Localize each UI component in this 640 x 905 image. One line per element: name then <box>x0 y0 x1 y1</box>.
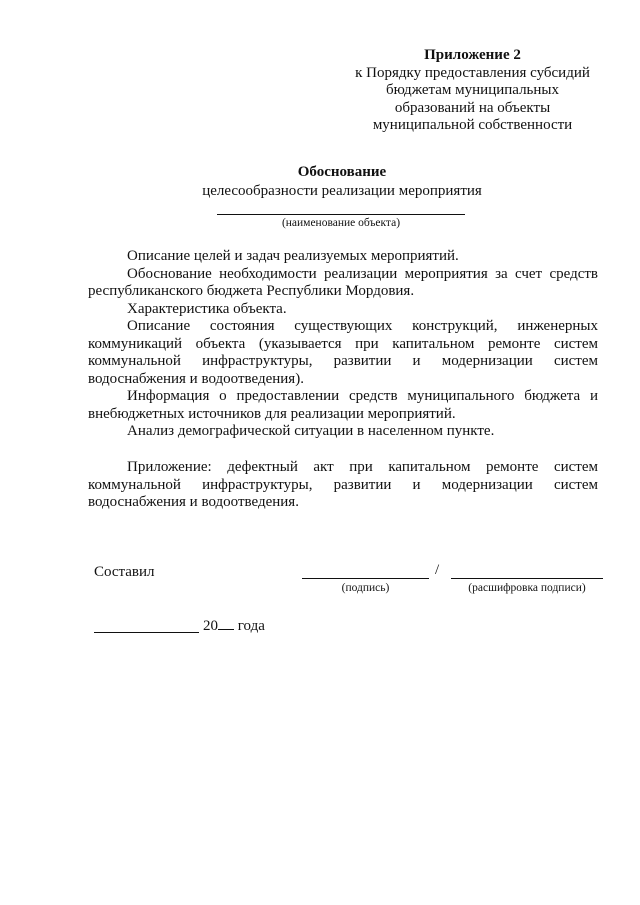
appendix-header <box>340 47 605 135</box>
date-century: 20 <box>203 618 218 634</box>
body-paragraph: Обоснование необходимости реализации мероприятия за счет средств республиканского бюджета Республики Мордовия. <box>88 265 598 299</box>
signature-caption: (подпись) <box>341 582 390 594</box>
attachment-section <box>88 459 598 512</box>
body-paragraph: Характеристика объекта. <box>127 300 287 317</box>
body-paragraph: Информация о предоставлении средств муниципального бюджета и внебюджетных источников для реализации мероприятий. <box>88 388 598 422</box>
object-name-blank-line <box>217 214 465 215</box>
signature-decode-caption: (расшифровка подписи) <box>468 582 586 594</box>
appendix-line: бюджетам муниципальных <box>385 82 560 98</box>
document-body <box>88 248 598 441</box>
appendix-title: Приложение 2 <box>424 47 521 63</box>
body-paragraph: Описание целей и задач реализуемых мероприятий. <box>127 248 459 264</box>
date-day-month-blank-line <box>94 632 199 633</box>
date-year-suffix: года <box>237 618 265 634</box>
document-title: Обоснование <box>297 164 387 180</box>
signature-separator: / <box>435 562 440 578</box>
body-paragraph: Описание состояния существующих конструкций, инженерных коммуникаций объекта (указывается при капитальном ремонте систем коммунальной инфраструктуры, развитии и модернизации систем водоснабжения и водоотведения). <box>88 318 598 387</box>
appendix-line: к Порядку предоставления субсидий <box>355 64 590 81</box>
date-field <box>203 616 265 635</box>
date-year-blank <box>218 616 234 630</box>
attachment-paragraph: Приложение: дефектный акт при капитальном ремонте систем коммунальной инфраструктуры, развитии и модернизации систем водоснабжения и водоотведения. <box>88 459 598 510</box>
appendix-line: муниципальной собственности <box>372 117 573 133</box>
document-subtitle: целесообразности реализации мероприятия <box>202 183 482 199</box>
signature-blank-line <box>302 578 429 579</box>
object-name-caption: (наименование объекта) <box>281 217 401 229</box>
composed-by-label: Составил <box>94 564 155 580</box>
body-paragraph: Анализ демографической ситуации в населенном пункте. <box>127 423 495 439</box>
appendix-line: образований на объекты <box>394 99 551 116</box>
signature-decode-blank-line <box>451 578 603 579</box>
